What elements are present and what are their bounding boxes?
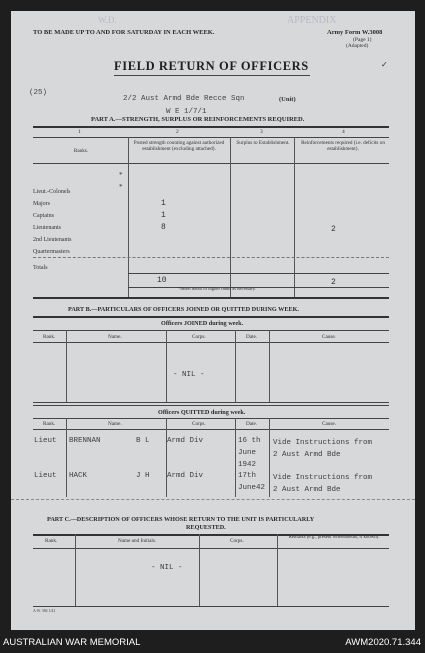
totals-reinforcements: 2 xyxy=(331,278,336,287)
col-number-4: 4 xyxy=(342,129,345,135)
col-rank: Rank. xyxy=(43,334,56,340)
col-header-posted: Posted strength counting against authorized establishment (excluding attached). xyxy=(133,140,225,152)
form-number: Army Form W.3008 xyxy=(327,29,383,36)
rank-label: Lieutenants xyxy=(33,225,61,231)
rank-label: Quartermasters xyxy=(33,249,70,255)
col-number-3: 3 xyxy=(260,129,263,135)
part-c-nil: - NIL - xyxy=(151,564,183,572)
part-b-heading: PART B.—PARTICULARS OF OFFICERS JOINED OR QUITTED DURING WEEK. xyxy=(68,306,299,313)
adapted-label: (Adapted) xyxy=(346,43,369,49)
posted-value: 8 xyxy=(161,223,166,232)
handwritten-appendix: APPENDIX xyxy=(287,15,337,26)
quitted-cause: 2 Aust Armd Bde xyxy=(273,451,341,459)
col-number-2: 2 xyxy=(176,129,179,135)
corner-mark: ✓ xyxy=(381,60,388,69)
quitted-initials: B L xyxy=(136,437,150,445)
instruction-text: TO BE MADE UP TO AND FOR SATURDAY IN EACH WEEK. xyxy=(33,29,215,36)
quitted-surname: HACK xyxy=(69,472,88,480)
col-date: Date. xyxy=(246,334,258,340)
quitted-surname: BRENNAN xyxy=(69,437,101,445)
quitted-date: 16 th xyxy=(238,437,261,445)
joined-nil: - NIL - xyxy=(173,371,205,379)
quitted-cause: Vide Instructions from xyxy=(273,439,373,447)
col-name: Name. xyxy=(108,334,122,340)
col-header-surplus: Surplus to Establishment. xyxy=(236,140,290,146)
posted-value: 1 xyxy=(161,211,166,220)
quitted-cause: 2 Aust Armd Bde xyxy=(273,486,341,494)
quitted-date: 17th xyxy=(238,472,257,480)
totals-posted: 10 xyxy=(157,276,167,285)
print-code: A.W. 384 1/42 xyxy=(33,609,56,613)
quitted-rank: Lieut xyxy=(34,437,57,445)
col-header-ranks: Ranks. xyxy=(73,148,89,154)
rank-label: Lieut.-Colonels xyxy=(33,189,71,195)
quitted-initials: J H xyxy=(136,472,150,480)
col-rank: Rank. xyxy=(43,421,56,427)
quitted-date: June xyxy=(238,449,257,457)
rank-label: Captains xyxy=(33,213,54,219)
joined-title: Officers JOINED during week. xyxy=(161,320,244,327)
quitted-corps: Armd Div xyxy=(167,437,204,445)
part-c-heading-2: REQUESTED. xyxy=(186,524,226,531)
part-a-heading: PART A.—STRENGTH, SURPLUS OR REINFORCEMENTS REQUIRED. xyxy=(91,116,305,123)
reinforcement-value: 2 xyxy=(331,225,336,234)
posted-value: 1 xyxy=(161,199,166,208)
quitted-rank: Lieut xyxy=(34,472,57,480)
col-date: Date. xyxy=(246,421,258,427)
unit-suffix: (Unit) xyxy=(279,96,296,103)
col-corps: Corps. xyxy=(192,421,206,427)
quitted-title: Officers QUITTED during week. xyxy=(158,409,246,416)
col-number-1: 1 xyxy=(78,129,81,135)
col-rank: Rank. xyxy=(45,538,58,544)
star-mark: * xyxy=(119,171,123,179)
footer-institution: AUSTRALIAN WAR MEMORIAL xyxy=(3,637,141,648)
rank-label: Majors xyxy=(33,201,50,207)
col-corps: Corps. xyxy=(192,334,206,340)
rank-label: 2nd Lieutenants xyxy=(33,237,72,243)
handwritten-wd: W.D. xyxy=(98,15,117,25)
col-remarks: Remarks (e.g., present whereabouts, if known). xyxy=(288,535,380,540)
col-header-reinforcements: Reinforcements required (i.e. deficits on establishment). xyxy=(301,140,385,152)
unit-name: 2/2 Aust Armd Bde Recce Sqn xyxy=(123,95,245,103)
part-c-heading: PART C.—DESCRIPTION OF OFFICERS WHOSE RETURN TO THE UNIT IS PARTICULARLY xyxy=(47,516,315,523)
col-cause: Cause. xyxy=(322,421,336,427)
return-number: (25) xyxy=(29,89,48,97)
quitted-date: June42 xyxy=(238,484,266,492)
totals-label: Totals xyxy=(33,265,48,271)
quitted-cause: Vide Instructions from xyxy=(273,474,373,482)
col-corps: Corps. xyxy=(230,538,244,544)
col-name: Name. xyxy=(108,421,122,427)
quitted-date: 1942 xyxy=(238,461,257,469)
form-title: FIELD RETURN OF OFFICERS xyxy=(114,59,309,73)
part-a-note: *Insert detail of higher ranks as necessary. xyxy=(178,286,256,291)
col-name-initials: Name and Initials. xyxy=(118,538,157,544)
star-mark: * xyxy=(119,183,123,191)
document-page xyxy=(11,11,415,630)
footer-accession: AWM2020.71.344 xyxy=(345,637,421,648)
col-cause: Cause. xyxy=(322,334,336,340)
quitted-corps: Armd Div xyxy=(167,472,204,480)
war-establishment: W E 1/7/1 xyxy=(166,108,207,116)
page-number: (Page 1) xyxy=(353,37,372,43)
